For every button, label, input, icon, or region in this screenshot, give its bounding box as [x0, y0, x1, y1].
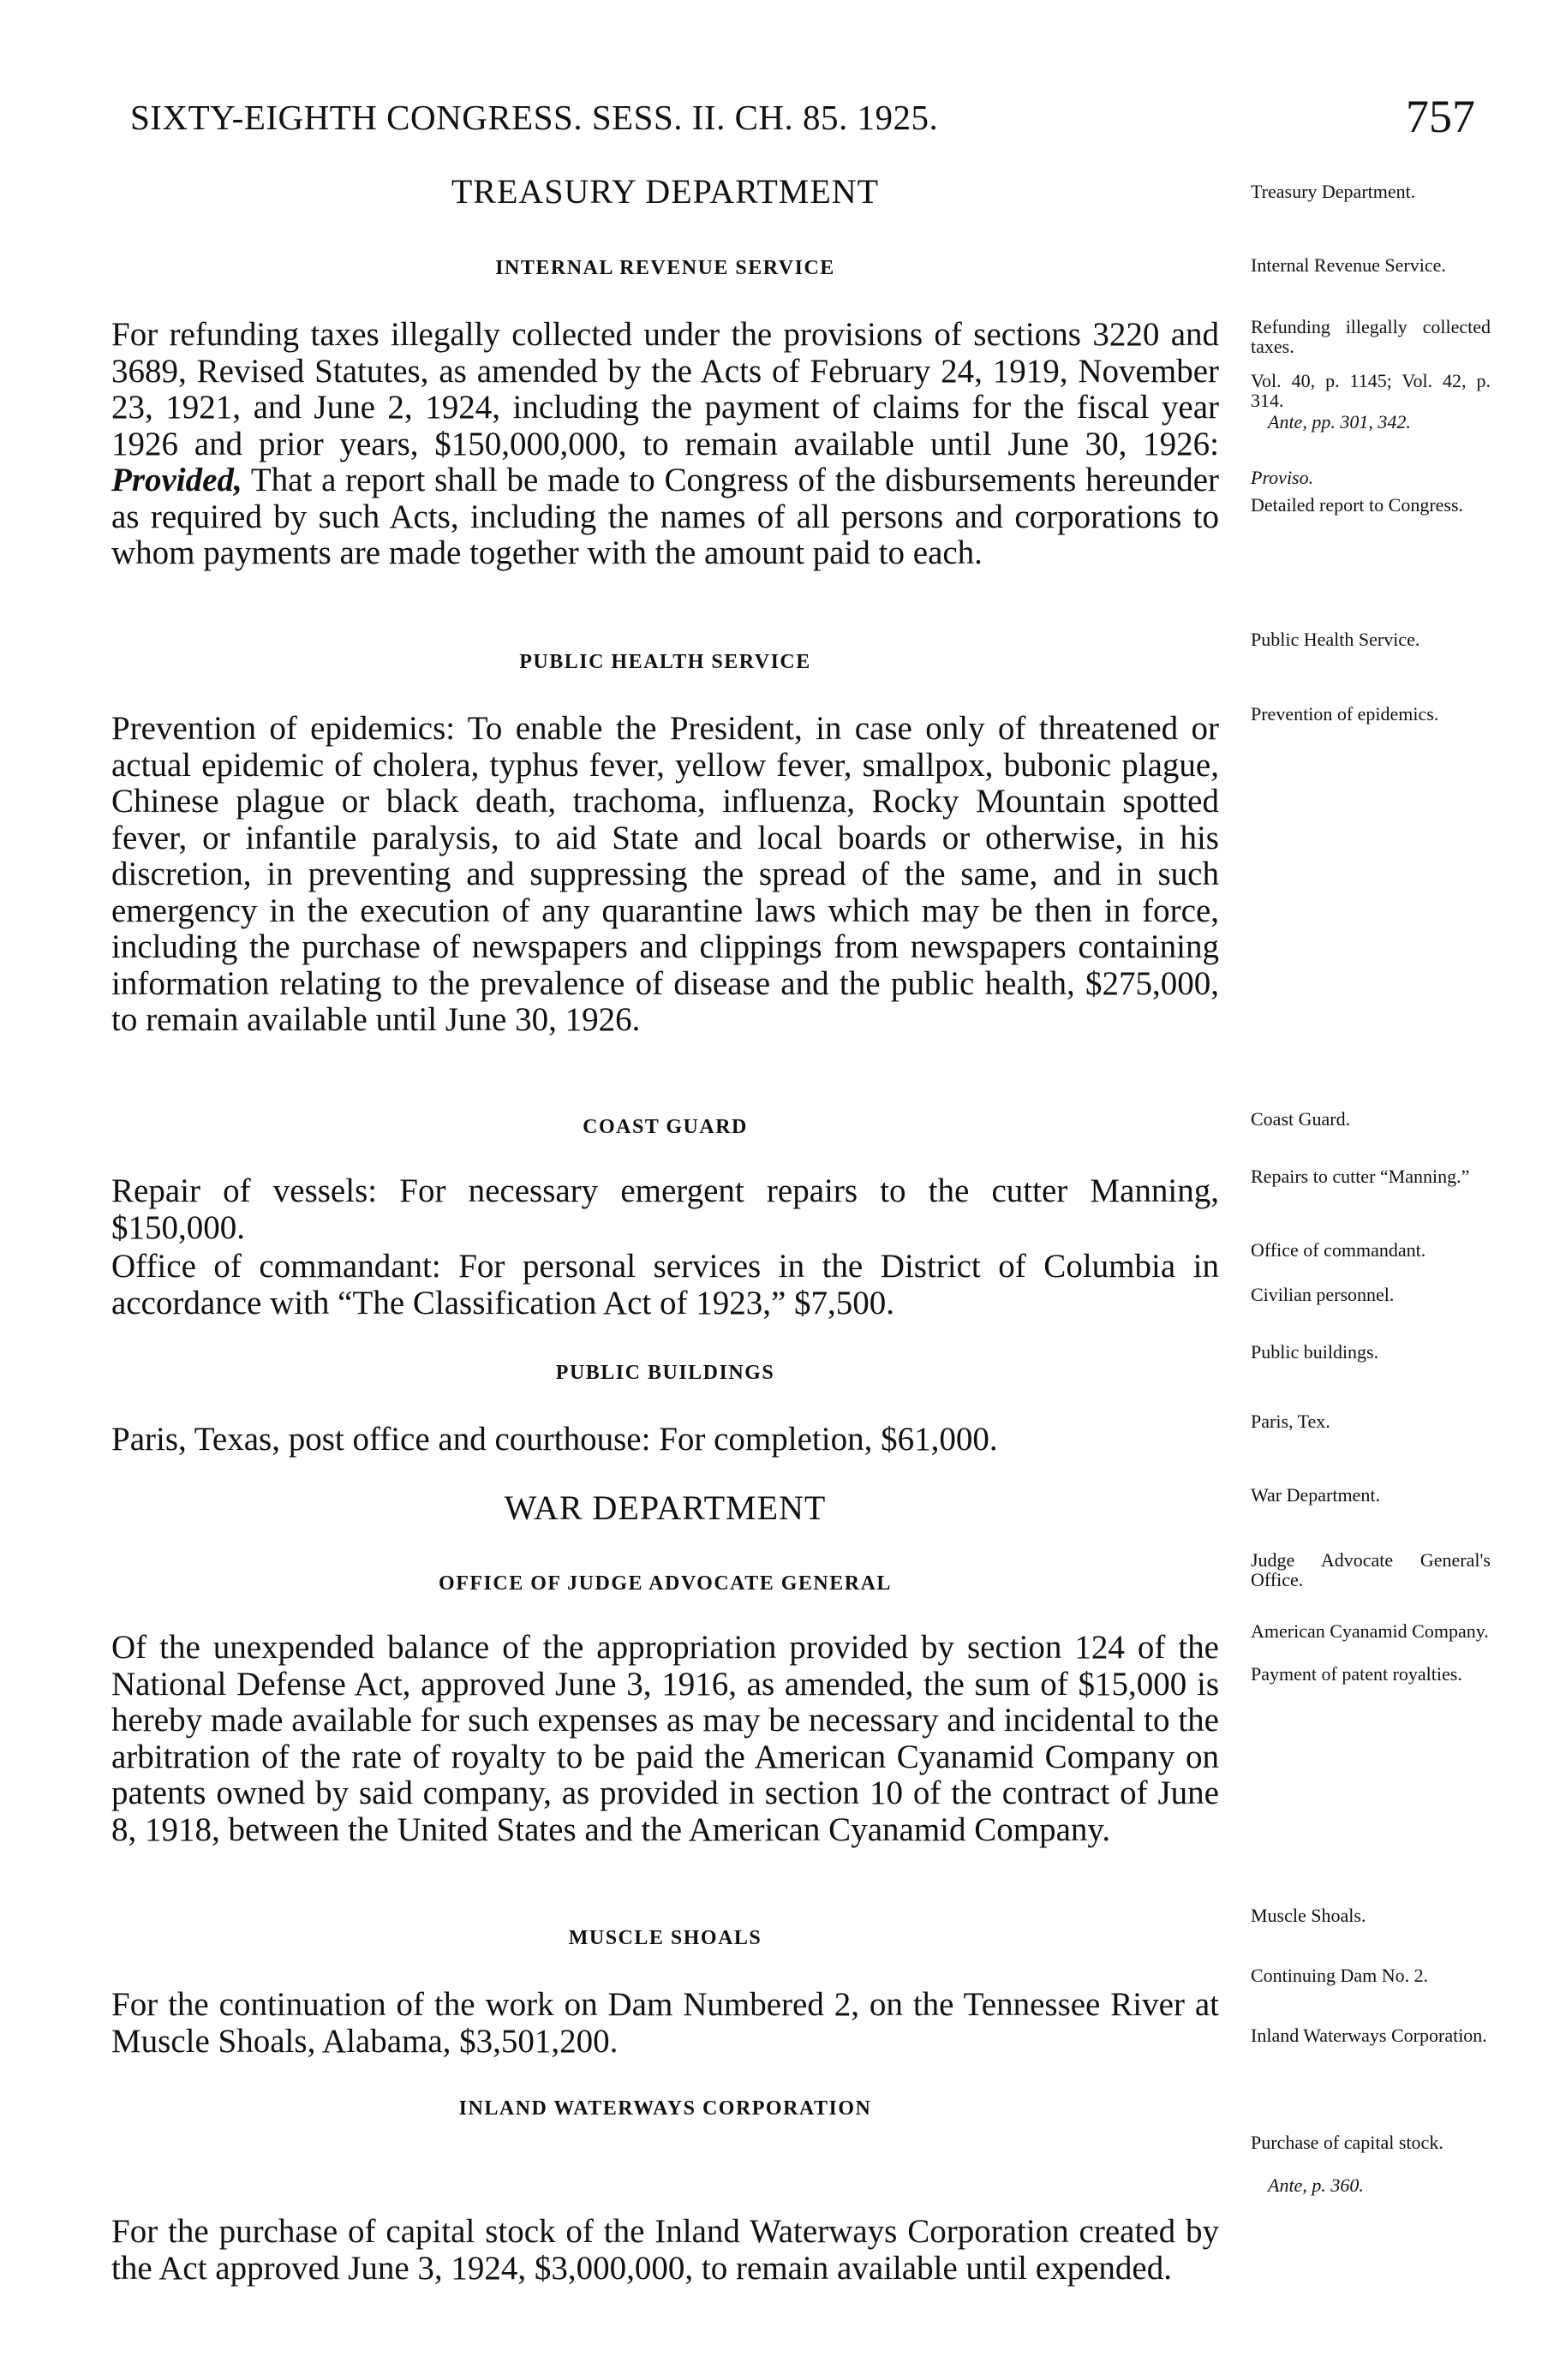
mn-phs: Public Health Service. [1251, 629, 1420, 650]
proviso-word: Provided, [111, 462, 242, 498]
jag-heading: OFFICE OF JUDGE ADVOCATE GENERAL [439, 1572, 892, 1595]
mn-refs-vol: Vol. 40, p. 1145; Vol. 42, p. 314. [1251, 370, 1491, 411]
iwc-heading: INLAND WATERWAYS CORPORATION [458, 2097, 872, 2120]
mn-muscle-shoals: Muscle Shoals. [1251, 1905, 1366, 1926]
mn-cyanamid: American Cyanamid Company. [1251, 1620, 1489, 1642]
mn-paris: Paris, Tex. [1251, 1411, 1330, 1432]
mn-office-commandant: Office of commandant. [1251, 1239, 1426, 1261]
jag-paragraph: Of the unexpended balance of the appropriation provided by section 124 of the National Defense Act, approved June 3, 1916, as amended, the sum of $15,000 is hereby made available for such expenses as may be necessary and incidental to the arbitration of the rate of royalty to be paid the American Cyanamid Company on patents owned by said company, as provided in section 10 of the contract of June 8, 1918, between the United States and the American Cyanamid Company. [111, 1629, 1219, 1848]
running-title: SIXTY-EIGHTH CONGRESS. SESS. II. CH. 85. 1925. [130, 98, 939, 137]
cg-office-paragraph: Office of commandant: For personal services in the District of Columbia in accordance with “The Classification Act of 1923,” $7,500. [111, 1248, 1219, 1321]
mn-detailed-report: Detailed report to Congress. [1251, 494, 1464, 516]
mn-refs-ante-text: Ante, pp. 301, 342. [1268, 411, 1411, 432]
cg-repair-paragraph: Repair of vessels: For necessary emergent repairs to the cutter Manning, $150,000. [111, 1172, 1219, 1246]
mn-dam: Continuing Dam No. 2. [1251, 1965, 1429, 1986]
mn-ante-360-text: Ante, p. 360. [1268, 2174, 1364, 2196]
mn-proviso [1251, 468, 1491, 487]
mn-war: War Department. [1251, 1484, 1380, 1506]
phs-heading: PUBLIC HEALTH SERVICE [519, 651, 811, 673]
irs-paragraph [111, 317, 1219, 572]
running-head [130, 90, 1475, 150]
mn-proviso-text: Proviso. [1251, 467, 1314, 488]
mn-civilian: Civilian personnel. [1251, 1284, 1395, 1305]
mn-refs-ante [1251, 412, 1491, 432]
mn-repairs: Repairs to cutter “Manning.” [1251, 1166, 1470, 1187]
mn-coast-guard: Coast Guard. [1251, 1108, 1351, 1130]
mn-epidemics: Prevention of epidemics. [1251, 703, 1439, 725]
mn-jag: Judge Advocate General's Office. [1251, 1549, 1491, 1590]
irs-text: For refunding taxes illegally collected under the provisions of sections 3220 and 3689, Revised Statutes, as amended by the Acts of February 24, 1919, November 23, 1921, and June 2, 1924, including the payment of claims for the fiscal year 1926 and prior years, $150,000,000, to remain available until June 30, 1926: [111, 316, 1219, 462]
mn-irs: Internal Revenue Service. [1251, 254, 1446, 276]
irs-heading: INTERNAL REVENUE SERVICE [495, 257, 835, 279]
public-buildings-heading: PUBLIC BUILDINGS [555, 1362, 775, 1384]
phs-paragraph: Prevention of epidemics: To enable the President, in case only of threatened or actual epidemic of cholera, typhus fever, yellow fever, smallpox, bubonic plague, Chinese plague or black death, trachoma, influenza, Rocky Mountain spotted fever, or infantile paralysis, to aid State and local boards or otherwise, in his discretion, in preventing and suppressing the spread of the same, and in such emergency in the execution of any quarantine laws which may be then in force, including the purchase of newspapers and clippings from newspapers containing information relating to the prevalence of disease and the public health, $275,000, to remain available until June 30, 1926. [111, 710, 1219, 1038]
mn-public-buildings: Public buildings. [1251, 1341, 1379, 1363]
mn-iwc: Inland Waterways Corporation. [1251, 2025, 1487, 2046]
mn-treasury: Treasury Department. [1251, 181, 1416, 202]
treasury-heading: TREASURY DEPARTMENT [451, 172, 880, 211]
iwc-paragraph: For the purchase of capital stock of the Inland Waterways Corporation created by the Act approved June 3, 1924, $3,000,000, to remain available until expended. [111, 2213, 1219, 2287]
ms-paragraph: For the continuation of the work on Dam Numbered 2, on the Tennessee River at Muscle Shoals, Alabama, $3,501,200. [111, 1986, 1219, 2060]
mn-capital-stock: Purchase of capital stock. [1251, 2132, 1443, 2153]
page-number: 757 [1406, 91, 1475, 142]
war-heading: WAR DEPARTMENT [504, 1488, 827, 1527]
mn-royalties: Payment of patent royalties. [1251, 1663, 1462, 1685]
mn-ante-360 [1251, 2175, 1491, 2195]
irs-proviso-text: That a report shall be made to Congress of the disbursements hereunder as required by such Acts, including the names of all persons and corporations to whom payments are made together with the amount paid to each. [111, 462, 1219, 571]
muscle-shoals-heading: MUSCLE SHOALS [568, 1927, 762, 1949]
coast-guard-heading: COAST GUARD [583, 1116, 748, 1138]
mn-refunding: Refunding illegally collected taxes. [1251, 316, 1491, 357]
pb-paragraph: Paris, Texas, post office and courthouse: For completion, $61,000. [111, 1421, 998, 1458]
